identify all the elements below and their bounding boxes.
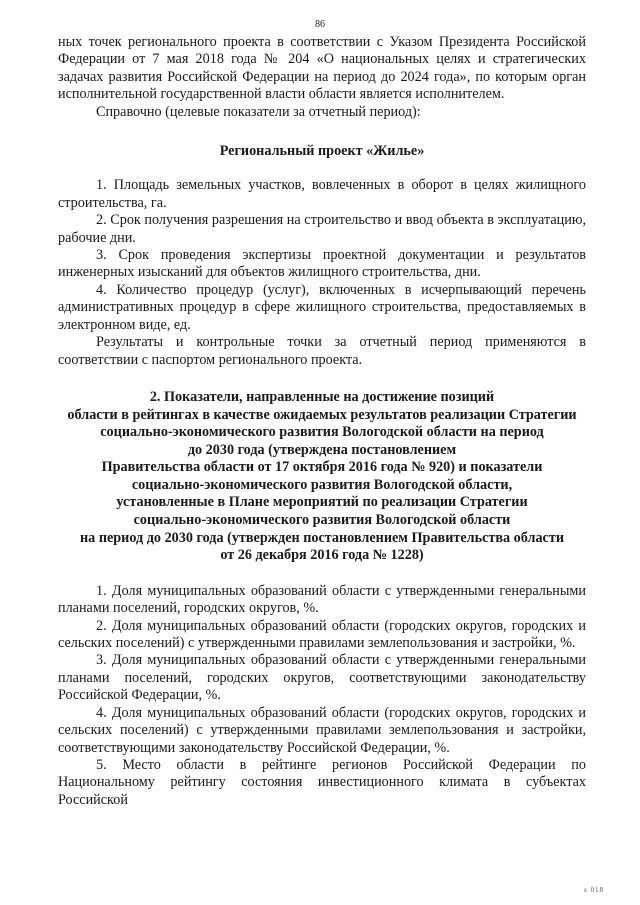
section2-item: 3. Доля муниципальных образований области с утвержденными генеральными планами поселений, городских округов, соответствующими законодательству Российской Федерации, %. <box>58 652 586 704</box>
footer-mark: s 018 <box>584 886 604 894</box>
section2-title-line: социально-экономического развития Вологодской области, <box>131 476 513 493</box>
section1-list <box>58 177 586 368</box>
document-body <box>58 34 586 809</box>
section2-title-line: установленные в Плане мероприятий по реализации Стратегии <box>116 494 528 511</box>
reference-line: Справочно (целевые показатели за отчетный период): <box>96 103 421 120</box>
section2-title-line: на период до 2030 года (утвержден постановлением Правительства области <box>80 529 564 546</box>
section2-title-line: социально-экономического развития Вологодской области <box>133 512 511 529</box>
section2-title-line: 2. Показатели, направленные на достижение позиций <box>149 388 495 405</box>
section2-title-line: области в рейтингах в качестве ожидаемых результатов реализации Стратегии социально-экономического развития Вологодской области на период <box>67 406 577 441</box>
section2-item: 5. Место области в рейтинге регионов Российской Федерации по Национальному рейтингу состояния инвестиционного климата в субъектах Российской <box>58 756 586 808</box>
page-number: 86 <box>315 19 325 30</box>
section1-item: 4. Количество процедур (услуг), включенных в исчерпывающий перечень административных процедур в сфере жилищного строительства, предоставляемых в электронном виде, ед. <box>58 281 586 333</box>
intro-continuation: ных точек регионального проекта в соответствии с Указом Президента Российской Федерации от 7 мая 2018 года № 204 «О национальных целях и стратегических задачах развития Российской Федерации на период до 2024 года», по которым орган исполнительной государственной власти области является исполнителем. <box>58 34 586 103</box>
section2-item: 4. Доля муниципальных образований области (городских округов, городских и сельских поселений) с утвержденными правилами землепользования и застройки, соответствующими законодательству Российской Федерации, %. <box>58 704 586 756</box>
section1-item: 3. Срок проведения экспертизы проектной документации и результатов инженерных изысканий для объектов жилищного строительства, дни. <box>58 247 586 281</box>
section2-title-line: до 2030 года (утверждена постановлением <box>187 441 457 458</box>
section2-title-line: Правительства области от 17 октября 2016 года № 920) и показатели <box>101 459 543 476</box>
section1-note: Результаты и контрольные точки за отчетный период применяются в соответствии с паспортом регионального проекта. <box>58 334 586 368</box>
section2-title <box>58 389 586 565</box>
section2-list <box>58 583 586 809</box>
section2-item: 1. Доля муниципальных образований области с утвержденными генеральными планами поселений, городских округов, %. <box>58 582 586 617</box>
section2-title-line: от 26 декабря 2016 года № 1228) <box>220 547 424 564</box>
section1-item: 1. Площадь земельных участков, вовлеченных в оборот в целях жилищного строительства, га. <box>58 177 586 211</box>
section1-item: 2. Срок получения разрешения на строительство и ввод объекта в эксплуатацию, рабочие дни. <box>58 212 586 246</box>
section1-title: Региональный проект «Жилье» <box>219 143 425 160</box>
section2-item: 2. Доля муниципальных образований области (городских округов, городских и сельских поселений) с утвержденными правилами землепользования и застройки, %. <box>58 617 586 652</box>
